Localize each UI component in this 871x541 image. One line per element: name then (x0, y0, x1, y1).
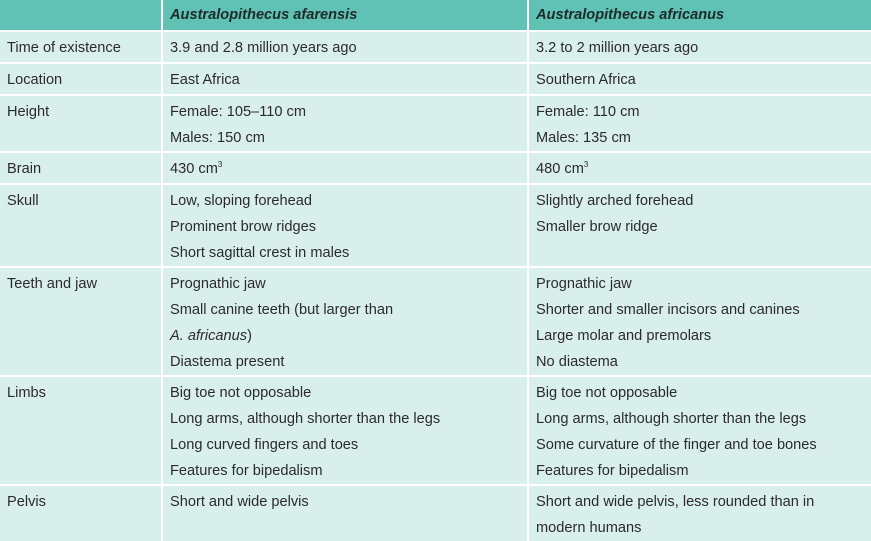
unit-superscript: 3 (217, 160, 223, 170)
cell-line (536, 156, 871, 182)
cell-africanus (529, 30, 871, 62)
cell-line: 3.2 to 2 million years ago (536, 40, 699, 56)
cell-line: No diastema (536, 354, 618, 370)
cell-line: Prognathic jaw (536, 276, 632, 292)
cell-africanus (529, 151, 871, 183)
brain-value: 430 cm (170, 161, 218, 177)
species-name: A. africanus (170, 328, 248, 344)
cell-afarensis (163, 151, 529, 183)
table-row (0, 151, 871, 183)
cell-line: Small canine teeth (but larger than (170, 302, 394, 318)
cell-line (170, 323, 527, 349)
cell-afarensis (163, 484, 529, 541)
cell-line (170, 156, 527, 182)
unit-superscript: 3 (583, 160, 589, 170)
closing-paren: ) (247, 328, 252, 344)
cell-line: Southern Africa (536, 72, 636, 88)
row-label: Brain (0, 151, 163, 183)
row-label: Time of existence (0, 30, 163, 62)
row-label: Limbs (0, 375, 163, 484)
cell-line: Diastema present (170, 354, 285, 370)
table-row (0, 484, 871, 541)
cell-africanus (529, 484, 871, 541)
row-label: Skull (0, 183, 163, 266)
cell-africanus (529, 183, 871, 266)
cell-line: Big toe not opposable (170, 385, 312, 401)
row-label: Location (0, 62, 163, 94)
table-row (0, 266, 871, 375)
cell-line: Long curved fingers and toes (170, 437, 359, 453)
cell-afarensis (163, 30, 529, 62)
cell-line: Short and wide pelvis (170, 494, 309, 510)
row-label: Teeth and jaw (0, 266, 163, 375)
cell-line: Smaller brow ridge (536, 219, 658, 235)
table-row (0, 30, 871, 62)
header-afarensis: Australopithecus afarensis (163, 0, 529, 30)
cell-africanus (529, 94, 871, 151)
cell-line: Long arms, although shorter than the legs (170, 411, 441, 427)
row-label: Height (0, 94, 163, 151)
row-label: Pelvis (0, 484, 163, 541)
header-feature (0, 0, 163, 30)
cell-afarensis (163, 375, 529, 484)
cell-afarensis (163, 183, 529, 266)
cell-africanus (529, 266, 871, 375)
table-row (0, 62, 871, 94)
cell-line: Males: 135 cm (536, 130, 631, 146)
cell-line: Features for bipedalism (170, 463, 323, 479)
cell-line: Large molar and premolars (536, 328, 712, 344)
cell-line: Long arms, although shorter than the legs (536, 411, 807, 427)
cell-line: Some curvature of the finger and toe bones (536, 437, 817, 453)
cell-line: Males: 150 cm (170, 130, 265, 146)
cell-afarensis (163, 266, 529, 375)
cell-line: Prognathic jaw (170, 276, 266, 292)
cell-afarensis (163, 62, 529, 94)
header-africanus: Australopithecus africanus (529, 0, 871, 30)
cell-line: Female: 110 cm (536, 104, 640, 120)
cell-line: Low, sloping forehead (170, 193, 312, 209)
table-row (0, 94, 871, 151)
cell-line: East Africa (170, 72, 240, 88)
cell-line: Shorter and smaller incisors and canines (536, 302, 800, 318)
header-row (0, 0, 871, 30)
brain-value: 480 cm (536, 161, 584, 177)
cell-africanus (529, 62, 871, 94)
cell-line: 3.9 and 2.8 million years ago (170, 40, 357, 56)
table-row (0, 183, 871, 266)
cell-line: Features for bipedalism (536, 463, 689, 479)
cell-line: Short and wide pelvis, less rounded than in (536, 494, 815, 510)
table-row (0, 375, 871, 484)
cell-africanus (529, 375, 871, 484)
cell-line: Big toe not opposable (536, 385, 678, 401)
cell-afarensis (163, 94, 529, 151)
cell-line: Female: 105–110 cm (170, 104, 307, 120)
cell-line: Short sagittal crest in males (170, 245, 350, 261)
cell-line: Prominent brow ridges (170, 219, 317, 235)
cell-line: modern humans (536, 520, 642, 536)
cell-line: Slightly arched forehead (536, 193, 694, 209)
